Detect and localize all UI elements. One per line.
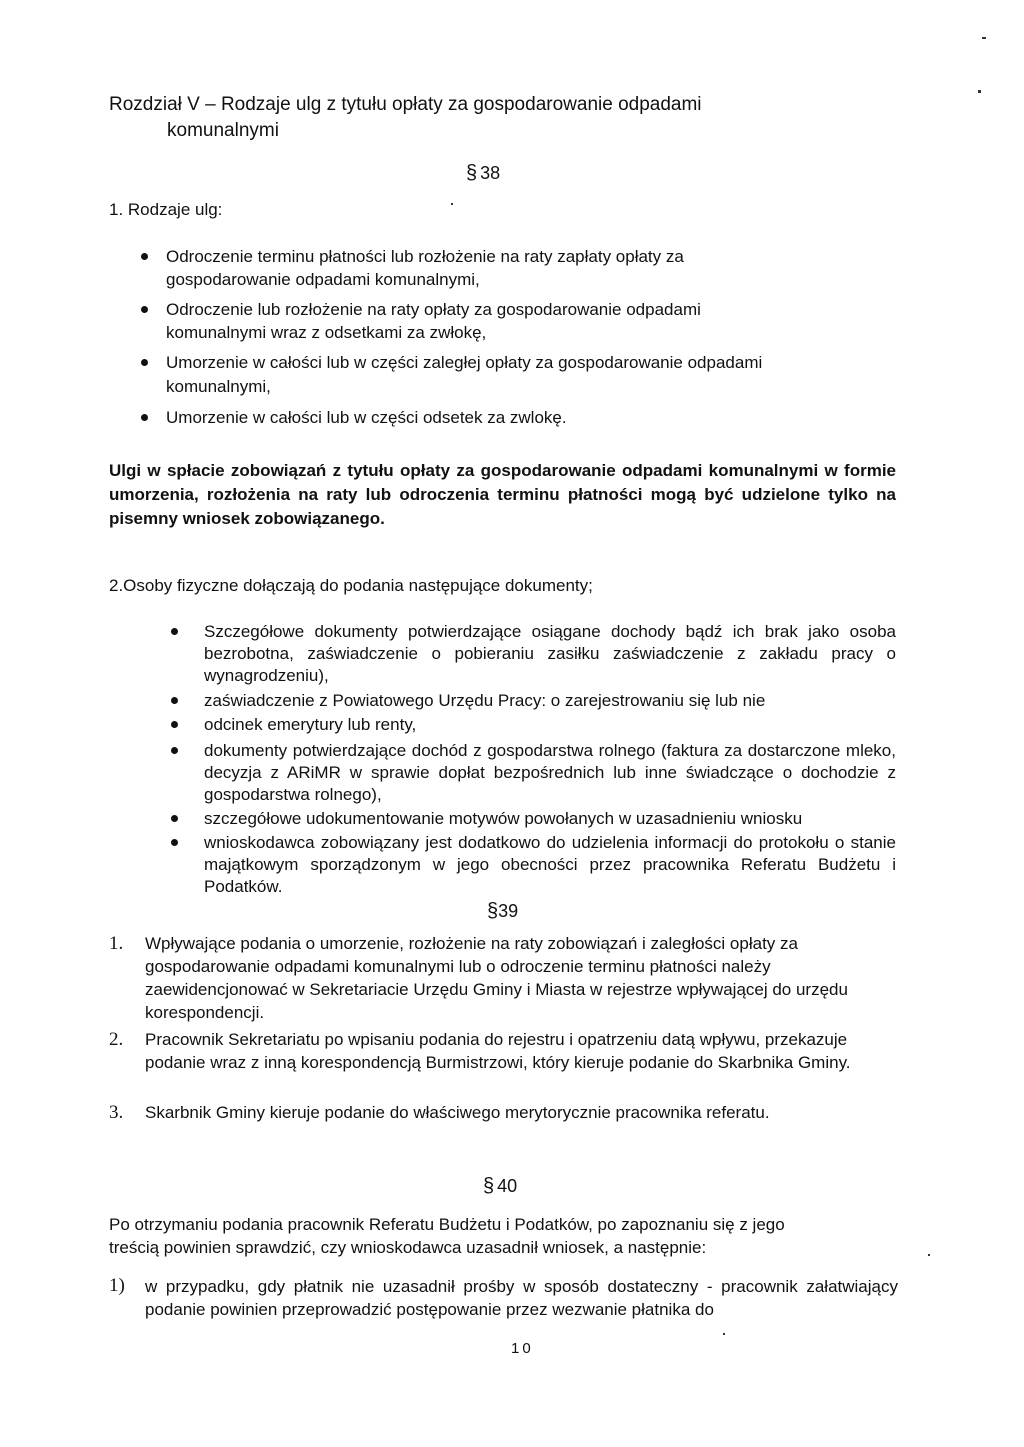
relief-types-list: [166, 245, 786, 429]
section-sign-icon: §: [487, 900, 499, 922]
list-item: [109, 1028, 909, 1101]
list-item-text: Odroczenie terminu płatności lub rozłożenie na raty zapłaty opłaty za gospodarowanie odpadami komunalnymi,: [166, 247, 684, 289]
list-item: [166, 351, 786, 399]
bullet-icon: [171, 747, 178, 754]
section-40-heading: [483, 1175, 517, 1198]
bullet-icon: [171, 815, 178, 822]
list-item-text: Skarbnik Gminy kieruje podanie do właściwego merytorycznie pracownika referatu.: [145, 1103, 770, 1122]
section-38-heading: [466, 162, 500, 185]
scan-speck: [982, 37, 986, 39]
bullet-icon: [141, 253, 148, 260]
list-item: [109, 1101, 909, 1124]
page-number: 10: [511, 1340, 534, 1357]
list-item: [204, 740, 896, 806]
section-40-list: [109, 1275, 898, 1321]
section-39-heading: [487, 900, 518, 923]
chapter-title-line1: Rozdział V – Rodzaje ulg z tytułu opłaty za gospodarowanie odpadami: [109, 94, 702, 115]
section-sign-icon: §: [466, 162, 478, 184]
list-item: [204, 690, 896, 712]
scan-speck: [723, 1333, 725, 1335]
bullet-icon: [141, 414, 148, 421]
list-item-number: 3.: [109, 1102, 124, 1123]
list-item-text: Umorzenie w całości lub w części odsetek za zwlokę.: [166, 408, 567, 427]
chapter-title-line2: komunalnymi: [167, 120, 279, 141]
scan-speck: [978, 90, 981, 93]
relief-types-intro: 1. Rodzaje ulg:: [109, 200, 223, 219]
list-item: [204, 832, 896, 898]
list-item-number: 2.: [109, 1029, 124, 1050]
section-39-list: [109, 932, 909, 1124]
list-item: [166, 245, 786, 291]
list-item: [204, 714, 896, 736]
bullet-icon: [171, 721, 178, 728]
list-item-text: w przypadku, gdy płatnik nie uzasadnił prośby w sposób dostateczny - pracownik załatwiający podanie powinien przeprowadzić postępowanie przez wezwanie płatnika do: [145, 1277, 898, 1319]
list-item-text: dokumenty potwierdzające dochód z gospodarstwa rolnego (faktura za dostarczone mleko, decyzja z ARiMR w sprawie dopłat bezpośrednich lub inne świadczące o dochodzie z gospodarstwa rolnego),: [204, 741, 896, 804]
list-item-number: 1.: [109, 933, 124, 954]
list-item: [166, 298, 786, 344]
bullet-icon: [171, 628, 178, 635]
documents-intro: 2.Osoby fizyczne dołączają do podania następujące dokumenty;: [109, 576, 593, 595]
chapter-title: [109, 92, 829, 144]
list-item-number: 1): [109, 1275, 125, 1296]
relief-request-note: Ulgi w spłacie zobowiązań z tytułu opłaty za gospodarowanie odpadami komunalnymi w formie umorzenia, rozłożenia na raty lub odroczenia terminu płatności mogą być udzielone tylko na pisemny wniosek zobowiązanego.: [109, 461, 896, 528]
list-item-text: Umorzenie w całości lub w części zaległej opłaty za gospodarowanie odpadami komunalnymi,: [166, 353, 763, 396]
section-40-intro: Po otrzymaniu podania pracownik Referatu Budżetu i Podatków, po zapoznaniu się z jego treścią powinien sprawdzić, czy wnioskodawca uzasadnił wniosek, a następnie:: [109, 1215, 785, 1257]
bullet-icon: [171, 839, 178, 846]
list-item: [204, 621, 896, 687]
list-item-text: szczegółowe udokumentowanie motywów powołanych w uzasadnieniu wniosku: [204, 809, 803, 828]
list-item: [166, 406, 786, 429]
section-39-number: 39: [498, 901, 519, 921]
list-item: [204, 808, 896, 830]
section-38-number: 38: [480, 163, 501, 183]
scan-speck: [928, 1254, 930, 1256]
list-item-text: odcinek emerytury lub renty,: [204, 715, 417, 734]
bullet-icon: [141, 306, 148, 313]
list-item-text: Odroczenie lub rozłożenie na raty opłaty za gospodarowanie odpadami komunalnymi wraz z odsetkami za zwłokę,: [166, 300, 701, 342]
list-item-text: Szczegółowe dokumenty potwierdzające osiągane dochody bądź ich brak jako osoba bezrobotna, zaświadczenie o pobieraniu zasiłku zaświadczenie z zakładu pracy o wynagrodzeniu),: [204, 622, 896, 685]
list-item-text: Pracownik Sekretariatu po wpisaniu podania do rejestru i opatrzeniu datą wpływu, przekazuje podanie wraz z inną korespondencją Burmistrzowi, który kieruje podanie do Skarbnika Gminy.: [145, 1030, 851, 1072]
list-item-text: Wpływające podania o umorzenie, rozłożenie na raty zobowiązań i zaległości opłaty za gospodarowanie odpadami komunalnymi lub o odroczenie terminu płatności należy zaewidencjonować w Sekretariacie Urzędu Gminy i Miasta w rejestrze wpływającej do urzędu korespondencji.: [145, 934, 848, 1022]
section-40-number: 40: [497, 1176, 518, 1196]
list-item-text: wnioskodawca zobowiązany jest dodatkowo do udzielenia informacji do protokołu o stanie majątkowym sporządzonym w jego obecności przez pracownika Referatu Budżetu i Podatków.: [204, 833, 896, 896]
scan-speck: [451, 203, 453, 205]
list-item-text: zaświadczenie z Powiatowego Urzędu Pracy: o zarejestrowaniu się lub nie: [204, 691, 766, 710]
list-item: [109, 932, 909, 1028]
section-sign-icon: §: [483, 1175, 495, 1197]
bullet-icon: [141, 359, 148, 366]
bullet-icon: [171, 697, 178, 704]
list-item: [109, 1275, 898, 1321]
documents-list: [204, 621, 896, 898]
